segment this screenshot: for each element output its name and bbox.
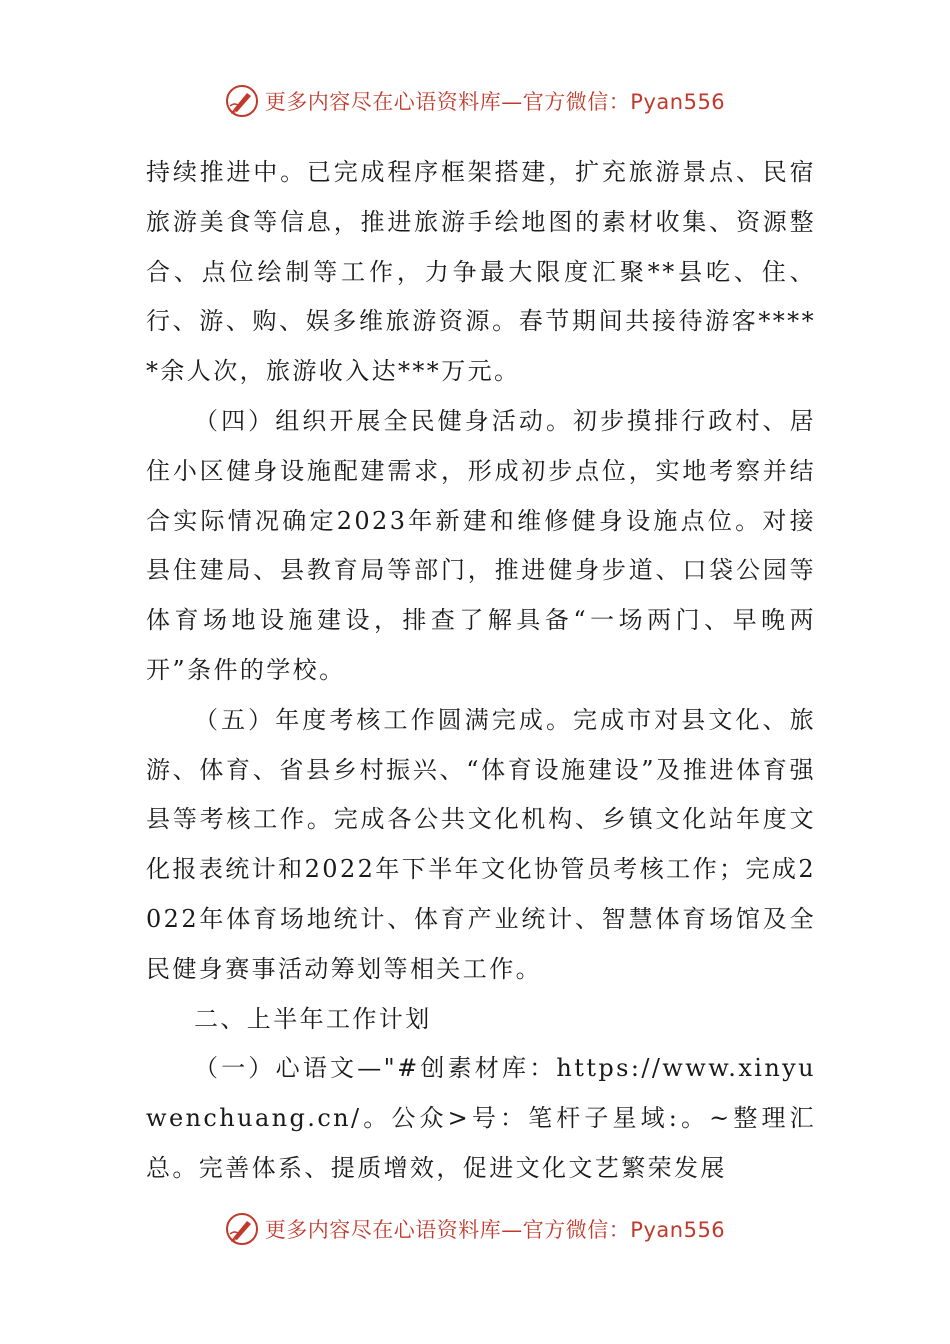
paragraph-4: （一）心语文—"#创素材库：https://www.xinyuwenchuang.cn/。公众>号：笔杆子星域:。~整理汇总。完善体系、提质增效，促进文化文艺繁荣发展 bbox=[146, 1054, 816, 1182]
watermark-text: 更多内容尽在心语资料库—官方微信：Pyan556 bbox=[264, 1218, 726, 1242]
paragraph-3: （五）年度考核工作圆满完成。完成市对县文化、旅游、体育、省县乡村振兴、“体育设施建设”及推进体育强县等考核工作。完成各公共文化机构、乡镇文化站年度文化报表统计和2022年下半年文化协管员考核工作；完成2022年体育场地统计、体育产业统计、智慧体育场馆及全民健身赛事活动筹划等相关工作。 bbox=[146, 705, 816, 983]
paragraph-1: 持续推进中。已完成程序框架搭建，扩充旅游景点、民宿旅游美食等信息，推进旅游手绘地图的素材收集、资源整合、点位绘制等工作，力争最大限度汇聚**县吃、住、行、游、购、娱多维旅游资源。春节期间共接待游客*****余人次，旅游收入达***万元。 bbox=[146, 158, 816, 386]
document-body bbox=[146, 148, 816, 1194]
header-watermark bbox=[0, 84, 950, 118]
pen-logo-icon bbox=[225, 1212, 259, 1246]
footer-watermark bbox=[0, 1212, 950, 1246]
watermark-text: 更多内容尽在心语资料库—官方微信：Pyan556 bbox=[264, 90, 726, 114]
section-heading: 二、上半年工作计划 bbox=[194, 1004, 432, 1033]
paragraph-2: （四）组织开展全民健身活动。初步摸排行政村、居住小区健身设施配建需求，形成初步点位，实地考察并结合实际情况确定2023年新建和维修健身设施点位。对接县住建局、县教育局等部门，推进健身步道、口袋公园等体育场地设施建设，排查了解具备“一场两门、早晚两开”条件的学校。 bbox=[146, 406, 816, 684]
pen-logo-icon bbox=[225, 84, 259, 118]
